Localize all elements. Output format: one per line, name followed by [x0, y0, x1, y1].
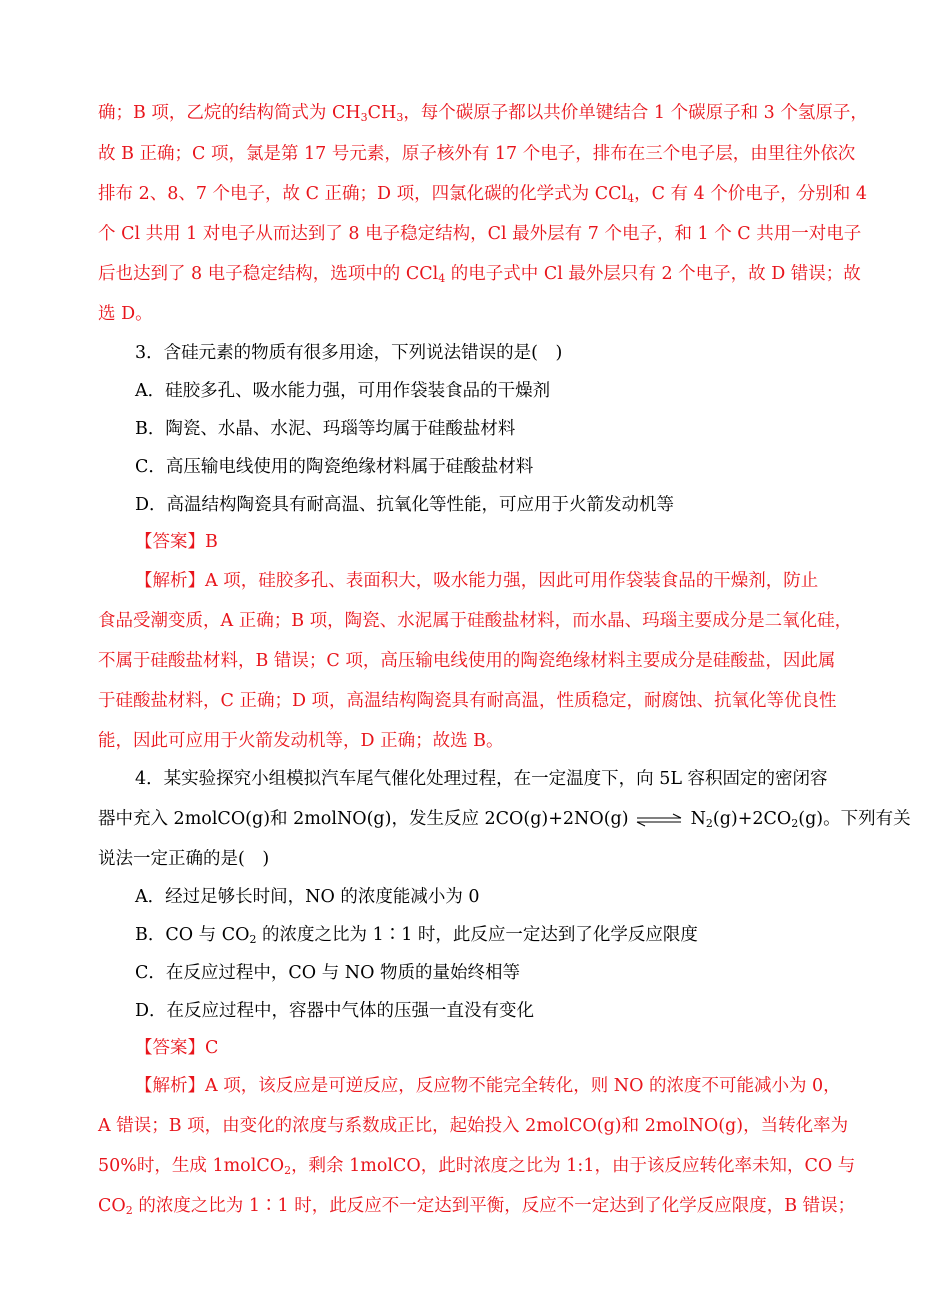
q4-explanation-line-1: 【解析】A 项，该反应是可逆反应，反应物不能完全转化，则 NO 的浓度不可能减小为 0， [135, 1076, 841, 1096]
q3-explanation-line-1: 【解析】A 项，硅胶多孔、表面积大，吸水能力强，因此可用作袋装食品的干燥剂，防止 [135, 571, 819, 591]
text: 确；B 项，乙烷的结构简式为 [98, 103, 332, 123]
text: CO [98, 1196, 126, 1216]
q4-explanation-line-2: A 错误；B 项，由变化的浓度与系数成正比，起始投入 2molCO(g)和 2molNO(g)，当转化率为 [98, 1116, 849, 1136]
q4-option-a: A．经过足够长时间，NO 的浓度能减小为 0 [135, 887, 480, 907]
q3-explanation-line-5: 能，因此可应用于火箭发动机等，D 正确；故选 B。 [98, 731, 504, 751]
subscript: 3 [360, 111, 368, 124]
prev-explanation-line-2: 故 B 正确；C 项，氯是第 17 号元素，原子核外有 17 个电子，排布在三个电子层，由里往外依次 [98, 144, 856, 164]
text: 的电子式中 Cl 最外层只有 2 个电子，故 D 错误；故 [445, 264, 861, 284]
text: CH [332, 103, 361, 123]
subscript: 2 [791, 817, 799, 830]
subscript: 4 [627, 192, 635, 205]
q4-stem-line-1: 4．某实验探究小组模拟汽车尾气催化处理过程，在一定温度下，向 5L 容积固定的密闭容 [135, 769, 828, 789]
text: 50%时，生成 1molCO [98, 1156, 285, 1176]
q3-explanation-line-4: 于硅酸盐材料，C 正确；D 项，高温结构陶瓷具有耐高温，性质稳定，耐腐蚀、抗氧化等优良性 [98, 691, 837, 711]
subscript: 2 [705, 817, 713, 830]
text: N [690, 809, 706, 829]
subscript: 4 [438, 272, 446, 285]
q4-explanation-line-4 [98, 1195, 855, 1217]
q3-explanation-line-2: 食品受潮变质，A 正确；B 项，陶瓷、水泥属于硅酸盐材料，而水晶、玛瑙主要成分是二氧化硅， [98, 611, 853, 631]
q3-stem: 3．含硅元素的物质有很多用途，下列说法错误的是( ) [135, 343, 563, 363]
text: 的浓度之比为 1∶1 时，此反应一定达到了化学反应限度 [256, 925, 698, 945]
subscript: 2 [125, 1204, 133, 1217]
q3-answer: 【答案】B [135, 532, 218, 552]
text: 器中充入 2molCO(g)和 2molNO(g)，发生反应 2CO(g)+2NO(g) [98, 809, 629, 829]
q4-option-b [135, 924, 698, 946]
q4-answer: 【答案】C [135, 1038, 219, 1058]
text: (g)+2CO [712, 809, 792, 829]
text: B．CO 与 CO [135, 925, 250, 945]
subscript: 2 [284, 1164, 292, 1177]
q3-option-d: D．高温结构陶瓷具有耐高温、抗氧化等性能，可应用于火箭发动机等 [135, 495, 675, 515]
prev-explanation-line-3 [98, 183, 867, 205]
text: ，每个碳原子都以共价单键结合 1 个碳原子和 3 个氢原子， [403, 103, 868, 123]
subscript: 3 [396, 111, 404, 124]
q3-option-c: C．高压输电线使用的陶瓷绝缘材料属于硅酸盐材料 [135, 457, 534, 477]
prev-explanation-line-1 [98, 102, 868, 124]
text: 后也达到了 8 电子稳定结构，选项中的 CCl [98, 264, 439, 284]
q4-option-c: C．在反应过程中，CO 与 NO 物质的量始终相等 [135, 963, 520, 983]
prev-explanation-line-4: 个 Cl 共用 1 对电子从而达到了 8 电子稳定结构，Cl 最外层有 7 个电子，和 1 个 C 共用一对电子 [98, 224, 862, 244]
text: 排布 2、8、7 个电子，故 C 正确；D 项，四氯化碳的化学式为 CCl [98, 184, 628, 204]
text: ，剩余 1molCO，此时浓度之比为 1:1，由于该反应转化率未知，CO 与 [291, 1156, 856, 1176]
q4-stem-line-2 [98, 808, 911, 830]
prev-explanation-line-6: 选 D。 [98, 304, 153, 324]
equilibrium-arrow-icon [633, 813, 685, 827]
q4-stem-line-3: 说法一定正确的是( ) [98, 849, 270, 869]
text: CH [367, 103, 397, 123]
text: ，C 有 4 个价电子，分别和 4 [634, 184, 867, 204]
prev-explanation-line-5 [98, 263, 861, 285]
q4-option-d: D．在反应过程中，容器中气体的压强一直没有变化 [135, 1001, 535, 1021]
q3-option-b: B．陶瓷、水晶、水泥、玛瑙等均属于硅酸盐材料 [135, 419, 516, 439]
text: 的浓度之比为 1∶1 时，此反应不一定达到平衡，反应不一定达到了化学反应限度，B 错误； [132, 1196, 856, 1216]
text: (g)。下列有关 [798, 809, 911, 829]
subscript: 2 [249, 933, 257, 946]
q3-explanation-line-3: 不属于硅酸盐材料，B 错误；C 项，高压输电线使用的陶瓷绝缘材料主要成分是硅酸盐，因此属 [98, 651, 836, 671]
q4-explanation-line-3 [98, 1155, 855, 1177]
q3-option-a: A．硅胶多孔、吸水能力强，可用作袋装食品的干燥剂 [135, 381, 551, 401]
